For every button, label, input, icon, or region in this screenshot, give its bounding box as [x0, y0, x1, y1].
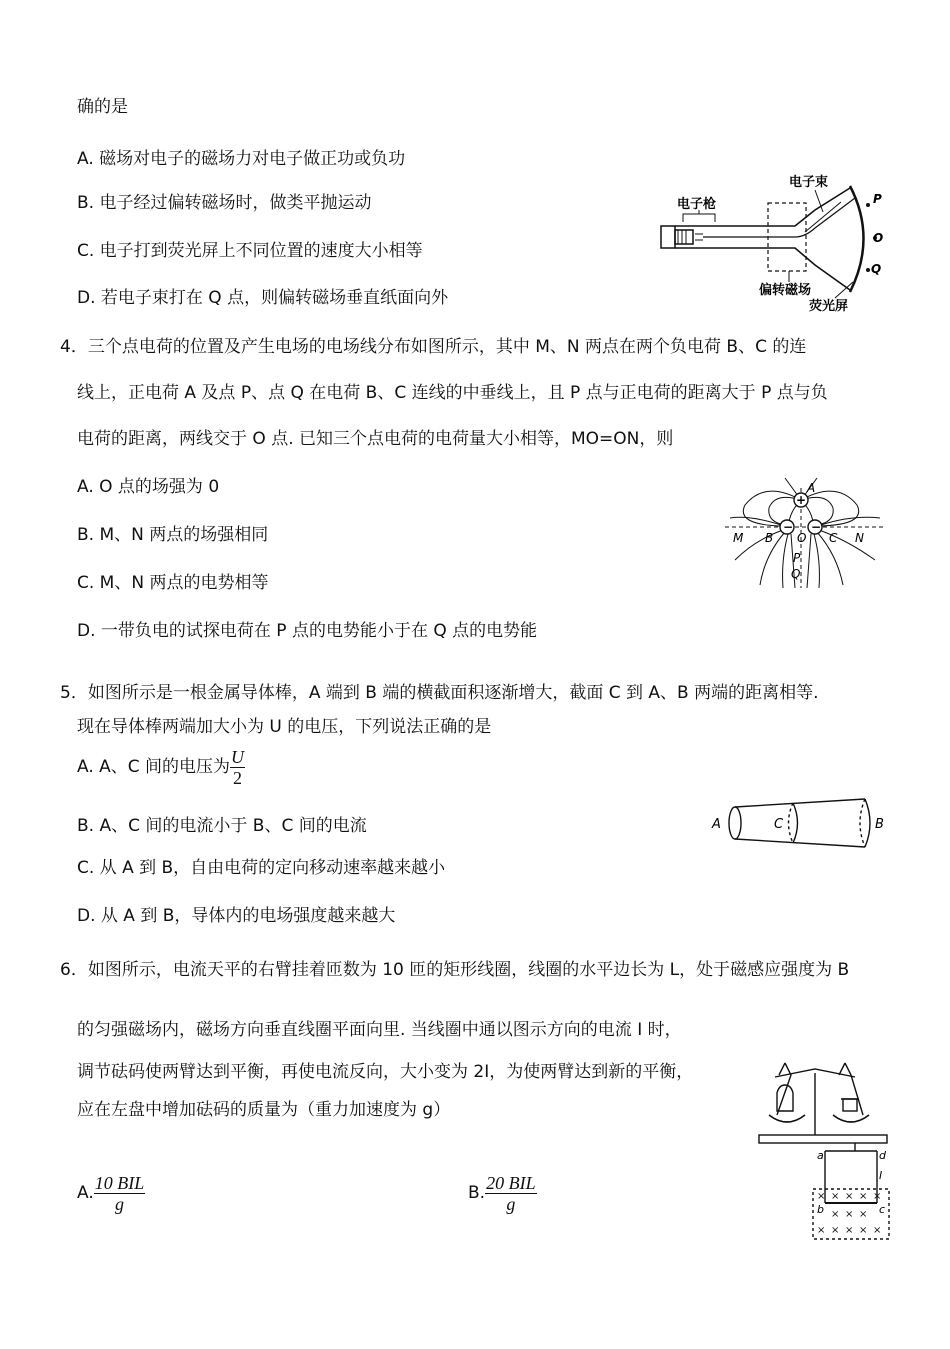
q6-option-a[interactable] — [77, 1170, 145, 1216]
q3-option-c[interactable]: C. 电子打到荧光屏上不同位置的速度大小相等 — [77, 241, 423, 261]
svg-text:×: × — [831, 1191, 840, 1202]
fig4-label-p: P — [793, 551, 801, 565]
label-deflection-field: 偏转磁场 — [759, 283, 812, 298]
svg-text:×: × — [845, 1209, 854, 1220]
q5-option-a-text: A. A、C 间的电压为 — [77, 757, 231, 777]
svg-text:×: × — [859, 1209, 868, 1220]
fig4-label-n: N — [855, 531, 864, 545]
crt-diagram — [655, 170, 895, 315]
q4-option-a[interactable]: A. O 点的场强为 0 — [77, 477, 220, 497]
q3-stem-tail: 确的是 — [77, 97, 128, 117]
q5-stem-line-2: 现在导体棒两端加大小为 U 的电压，下列说法正确的是 — [77, 717, 492, 737]
q4-stem-line-2: 线上，正电荷 A 及点 P、点 Q 在电荷 B、C 连线的中垂线上，且 P 点与正电荷的距离大于 P 点与负 — [77, 383, 828, 403]
q5-option-d[interactable]: D. 从 A 到 B，导体内的电场强度越来越大 — [77, 906, 396, 926]
fig4-label-a: A — [807, 481, 816, 495]
fig4-label-b: B — [765, 531, 774, 545]
svg-text:−: − — [783, 520, 794, 534]
svg-text:×: × — [859, 1225, 868, 1236]
label-electron-beam: 电子束 — [789, 175, 829, 190]
svg-text:×: × — [845, 1191, 854, 1202]
label-screen: 荧光屏 — [809, 299, 849, 314]
svg-text:×: × — [873, 1225, 882, 1236]
label-electron-gun: 电子枪 — [677, 197, 717, 212]
label-q: Q — [871, 262, 882, 276]
fraction-10bil-over-g: $\frac{\text{10 BIL}}{g}$ — [94, 1172, 145, 1214]
svg-text:−: − — [811, 520, 822, 534]
fig6-label-a: a — [817, 1149, 824, 1162]
fraction-u-over-2: $\frac{U}{2}$ — [231, 746, 245, 788]
fig5-label-c: C — [774, 817, 784, 832]
svg-text:×: × — [859, 1191, 868, 1202]
q5-option-a[interactable] — [77, 744, 245, 790]
svg-text:×: × — [873, 1191, 882, 1202]
q6-stem-line-4: 应在左盘中增加砝码的质量为（重力加速度为 g） — [77, 1100, 451, 1120]
fig4-label-q: Q — [791, 567, 801, 581]
svg-text:×: × — [845, 1225, 854, 1236]
fig6-label-b: b — [817, 1203, 824, 1216]
svg-text:×: × — [817, 1225, 826, 1236]
q6-stem-line-1: 6．如图所示，电流天平的右臂挂着匝数为 10 匝的矩形线圈，线圈的水平边长为 L，处于磁感应强度为 B — [60, 960, 850, 980]
fig4-label-c: C — [829, 531, 838, 545]
q5-option-c[interactable]: C. 从 A 到 B，自由电荷的定向移动速率越来越小 — [77, 858, 446, 878]
q6-stem-line-3: 调节砝码使两臂达到平衡，再使电流反向，大小变为 2I，为使两臂达到新的平衡， — [77, 1062, 694, 1082]
q6-stem-line-2: 的匀强磁场内，磁场方向垂直线圈平面向里. 当线圈中通以图示方向的电流 I 时， — [77, 1020, 682, 1040]
fig6-label-d: d — [879, 1149, 886, 1162]
fig5-label-b: B — [875, 817, 884, 832]
fig4-label-o: O — [797, 531, 807, 545]
svg-text:+: + — [796, 493, 807, 507]
q6-option-b[interactable] — [468, 1170, 537, 1216]
q4-option-c[interactable]: C. M、N 两点的电势相等 — [77, 573, 269, 593]
q3-option-a[interactable]: A. 磁场对电子的磁场力对电子做正功或负功 — [77, 149, 406, 169]
q5-stem-line-1: 5．如图所示是一根金属导体棒，A 端到 B 端的横截面积逐渐增大，截面 C 到 A、B 两端的距离相等. — [60, 683, 819, 703]
q4-option-d[interactable]: D. 一带负电的试探电荷在 P 点的电势能小于在 Q 点的电势能 — [77, 621, 538, 641]
label-o: O — [873, 231, 884, 245]
q6-option-b-text: B. — [468, 1183, 486, 1203]
svg-text:×: × — [831, 1225, 840, 1236]
q6-option-a-text: A. — [77, 1183, 94, 1203]
current-balance-diagram — [755, 1055, 895, 1245]
svg-text:×: × — [817, 1191, 826, 1202]
conductor-rod-diagram — [705, 795, 890, 855]
fig5-label-a: A — [712, 817, 721, 832]
fig6-label-i: I — [879, 1169, 883, 1182]
fig4-label-m: M — [733, 531, 744, 545]
q5-option-b[interactable]: B. A、C 间的电流小于 B、C 间的电流 — [77, 816, 367, 836]
q4-option-b[interactable]: B. M、N 两点的场强相同 — [77, 525, 269, 545]
svg-text:×: × — [831, 1209, 840, 1220]
fig6-label-c: c — [879, 1203, 886, 1216]
label-p: P — [873, 192, 882, 206]
q3-option-d[interactable]: D. 若电子束打在 Q 点，则偏转磁场垂直纸面向外 — [77, 288, 449, 308]
q4-stem-line-3: 电荷的距离，两线交于 O 点. 已知三个点电荷的电荷量大小相等，MO=ON，则 — [77, 429, 674, 449]
q4-stem-line-1: 4．三个点电荷的位置及产生电场的电场线分布如图所示，其中 M、N 两点在两个负电荷 B、C 的连 — [60, 337, 807, 357]
field-lines-diagram — [725, 470, 885, 590]
fraction-20bil-over-g: $\frac{\text{20 BIL}}{g}$ — [486, 1172, 536, 1214]
q3-option-b[interactable]: B. 电子经过偏转磁场时，做类平抛运动 — [77, 193, 372, 213]
